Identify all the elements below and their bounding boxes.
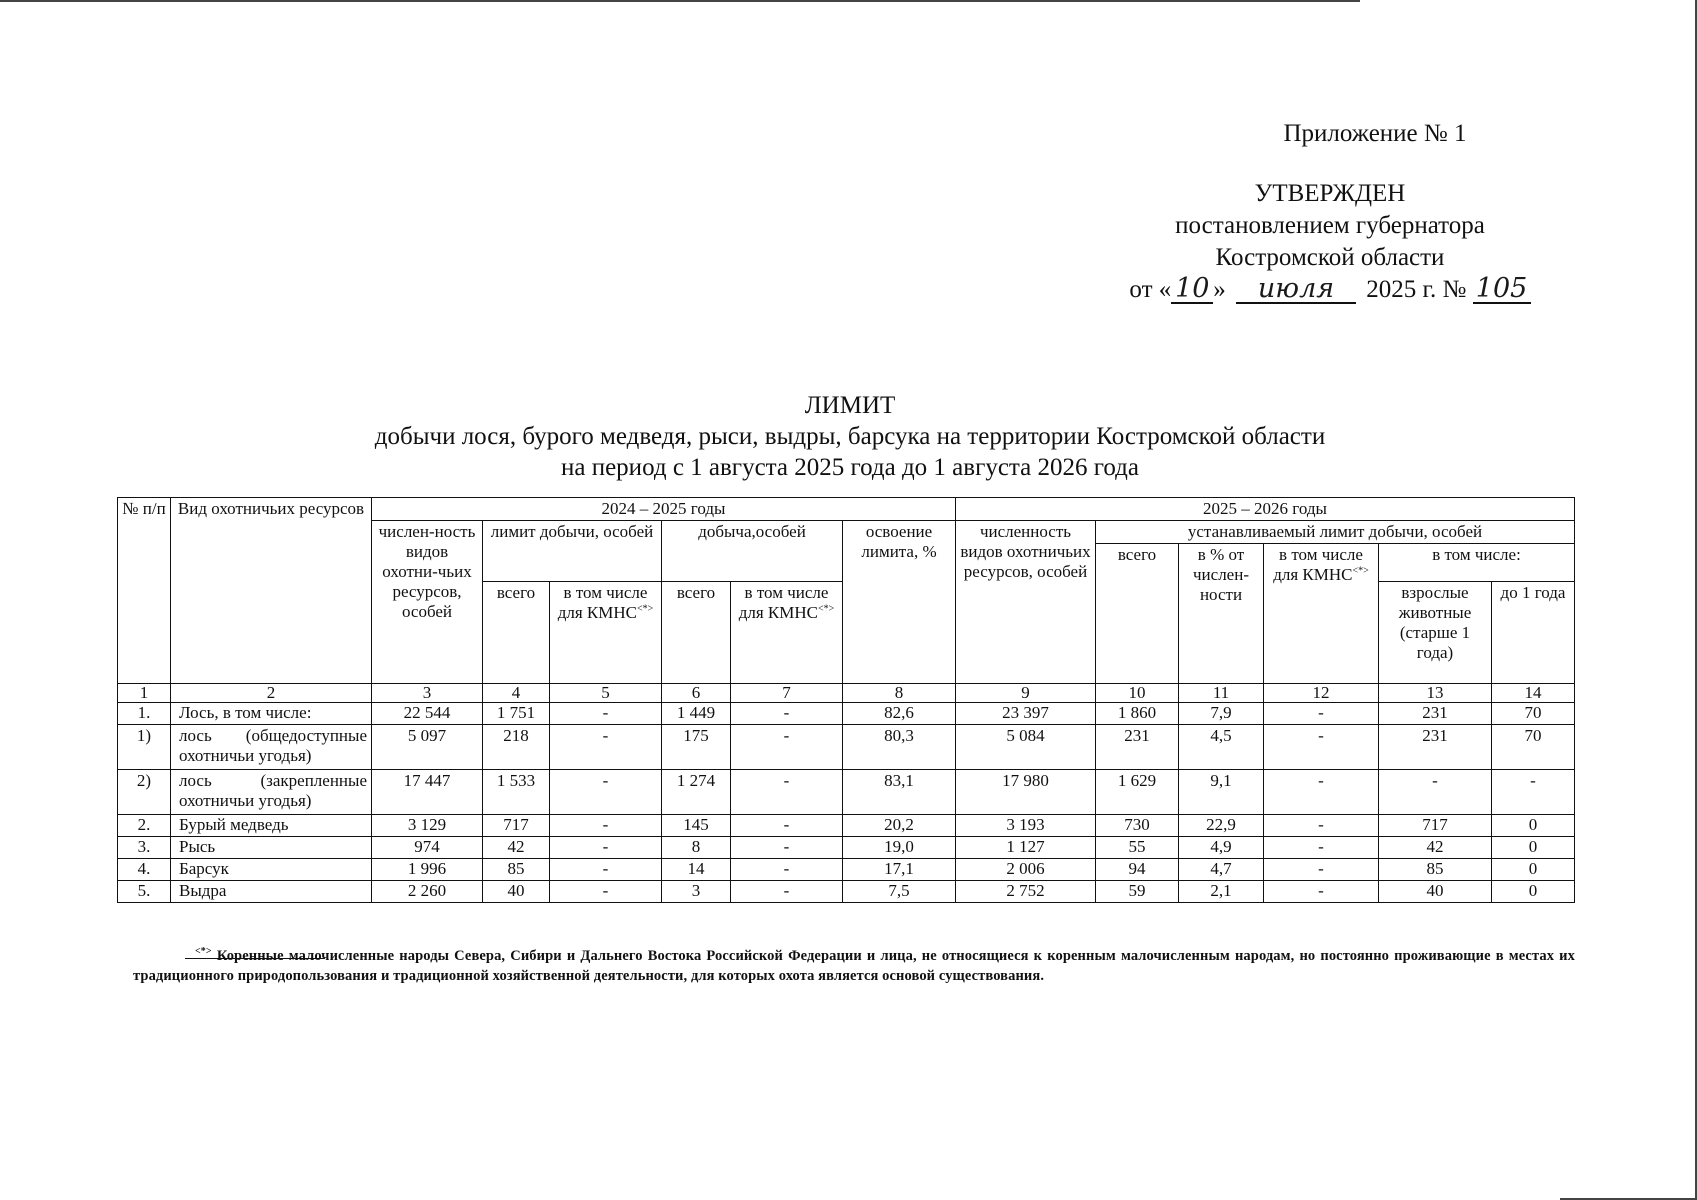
header-harvest-kmns bbox=[731, 582, 843, 684]
header-harvest-kmns-mark: <*> bbox=[818, 603, 835, 615]
row-value-col-13: 40 bbox=[1379, 881, 1492, 903]
table-body bbox=[118, 684, 1575, 903]
row-value-col-14: 70 bbox=[1492, 703, 1575, 725]
header-new-kmns-mark: <*> bbox=[1352, 565, 1369, 577]
row-value-col-8: 19,0 bbox=[843, 837, 956, 859]
row-value-col-3: 2 260 bbox=[372, 881, 483, 903]
row-value-col-12: - bbox=[1264, 859, 1379, 881]
row-species-name: Рысь bbox=[171, 837, 372, 859]
row-value-col-10: 94 bbox=[1096, 859, 1179, 881]
document-title bbox=[160, 390, 1540, 483]
column-number: 8 bbox=[843, 684, 956, 703]
header-species: Вид охотничьих ресурсов bbox=[171, 498, 372, 684]
row-value-col-13: 85 bbox=[1379, 859, 1492, 881]
footnote bbox=[133, 946, 1575, 986]
header-period-2025-2026: 2025 – 2026 годы bbox=[956, 498, 1575, 521]
handwritten-month: июля bbox=[1236, 276, 1356, 304]
row-value-col-6: 1 274 bbox=[662, 770, 731, 815]
row-value-col-7: - bbox=[731, 837, 843, 859]
row-value-col-3: 22 544 bbox=[372, 703, 483, 725]
header-limit-1: лимит добычи, особей bbox=[483, 521, 662, 582]
row-value-col-5: - bbox=[550, 837, 662, 859]
row-value-col-3: 3 129 bbox=[372, 815, 483, 837]
footnote-mark: <*> bbox=[195, 946, 212, 958]
header-limit-kmns-label: в том числе для КМНС bbox=[557, 583, 648, 622]
row-value-col-9: 2 752 bbox=[956, 881, 1096, 903]
row-value-col-14: 0 bbox=[1492, 881, 1575, 903]
column-number: 2 bbox=[171, 684, 372, 703]
row-number: 4. bbox=[118, 859, 171, 881]
row-value-col-10: 1 860 bbox=[1096, 703, 1179, 725]
row-value-col-4: 85 bbox=[483, 859, 550, 881]
row-value-col-5: - bbox=[550, 703, 662, 725]
row-value-col-13: 717 bbox=[1379, 815, 1492, 837]
row-value-col-8: 83,1 bbox=[843, 770, 956, 815]
row-value-col-12: - bbox=[1264, 770, 1379, 815]
row-value-col-5: - bbox=[550, 725, 662, 770]
column-number: 6 bbox=[662, 684, 731, 703]
row-value-col-9: 1 127 bbox=[956, 837, 1096, 859]
table-row bbox=[118, 770, 1575, 815]
header-new-total: всего bbox=[1096, 544, 1179, 684]
column-number: 12 bbox=[1264, 684, 1379, 703]
row-value-col-5: - bbox=[550, 815, 662, 837]
row-value-col-7: - bbox=[731, 725, 843, 770]
row-value-col-4: 40 bbox=[483, 881, 550, 903]
row-value-col-9: 3 193 bbox=[956, 815, 1096, 837]
row-number: 2) bbox=[118, 770, 171, 815]
row-value-col-5: - bbox=[550, 859, 662, 881]
row-value-col-12: - bbox=[1264, 837, 1379, 859]
row-value-col-8: 82,6 bbox=[843, 703, 956, 725]
row-value-col-11: 22,9 bbox=[1179, 815, 1264, 837]
approval-block bbox=[1080, 118, 1580, 306]
approval-date-line bbox=[1080, 274, 1580, 306]
scan-edge-top bbox=[0, 0, 1360, 2]
row-value-col-6: 8 bbox=[662, 837, 731, 859]
row-value-col-8: 80,3 bbox=[843, 725, 956, 770]
row-value-col-6: 145 bbox=[662, 815, 731, 837]
row-value-col-7: - bbox=[731, 881, 843, 903]
row-value-col-8: 7,5 bbox=[843, 881, 956, 903]
row-value-col-10: 231 bbox=[1096, 725, 1179, 770]
row-species-name: лось (общедоступные охотничьи угодья) bbox=[171, 725, 372, 770]
row-value-col-11: 4,5 bbox=[1179, 725, 1264, 770]
row-value-col-14: 0 bbox=[1492, 859, 1575, 881]
row-value-col-7: - bbox=[731, 770, 843, 815]
row-value-col-4: 218 bbox=[483, 725, 550, 770]
row-value-col-13: 42 bbox=[1379, 837, 1492, 859]
table-row bbox=[118, 837, 1575, 859]
row-value-col-6: 1 449 bbox=[662, 703, 731, 725]
row-value-col-3: 5 097 bbox=[372, 725, 483, 770]
date-prefix: от « bbox=[1129, 276, 1172, 303]
row-value-col-13: 231 bbox=[1379, 725, 1492, 770]
row-species-name: лось (закрепленные охотничьи угодья) bbox=[171, 770, 372, 815]
row-value-col-11: 4,7 bbox=[1179, 859, 1264, 881]
header-including: в том числе: bbox=[1379, 544, 1575, 582]
column-number: 14 bbox=[1492, 684, 1575, 703]
row-value-col-10: 730 bbox=[1096, 815, 1179, 837]
header-limit-kmns bbox=[550, 582, 662, 684]
row-value-col-9: 5 084 bbox=[956, 725, 1096, 770]
header-period-2024-2025: 2024 – 2025 годы bbox=[372, 498, 956, 521]
row-number: 3. bbox=[118, 837, 171, 859]
row-value-col-8: 20,2 bbox=[843, 815, 956, 837]
row-species-name: Выдра bbox=[171, 881, 372, 903]
limit-table bbox=[117, 497, 1575, 903]
row-value-col-10: 59 bbox=[1096, 881, 1179, 903]
row-value-col-14: - bbox=[1492, 770, 1575, 815]
header-young: до 1 года bbox=[1492, 582, 1575, 684]
row-value-col-8: 17,1 bbox=[843, 859, 956, 881]
table-row bbox=[118, 881, 1575, 903]
annex-label: Приложение № 1 bbox=[1283, 120, 1467, 147]
table-row bbox=[118, 815, 1575, 837]
column-number: 5 bbox=[550, 684, 662, 703]
table-row bbox=[118, 859, 1575, 881]
footnote-text: Коренные малочисленные народы Севера, Сибири и Дальнего Востока Российской Федерации и лица, не относящиеся к коренным малочисленным народам, но постоянно проживающие в местах их традиционного природопользования и традиционной хозяйственной деятельности, для которых охота является основой существования. bbox=[133, 948, 1575, 984]
approval-line-1: постановлением губернатора bbox=[1175, 212, 1485, 239]
column-number: 10 bbox=[1096, 684, 1179, 703]
row-value-col-9: 17 980 bbox=[956, 770, 1096, 815]
table-row bbox=[118, 703, 1575, 725]
row-value-col-9: 23 397 bbox=[956, 703, 1096, 725]
row-value-col-12: - bbox=[1264, 703, 1379, 725]
row-value-col-5: - bbox=[550, 881, 662, 903]
row-species-name: Барсук bbox=[171, 859, 372, 881]
row-value-col-7: - bbox=[731, 815, 843, 837]
row-value-col-9: 2 006 bbox=[956, 859, 1096, 881]
header-num: № п/п bbox=[118, 498, 171, 684]
row-value-col-3: 17 447 bbox=[372, 770, 483, 815]
column-number: 3 bbox=[372, 684, 483, 703]
header-population-2: численность видов охотничьих ресурсов, особей bbox=[956, 521, 1096, 684]
header-adults: взрослые животные (старше 1 года) bbox=[1379, 582, 1492, 684]
handwritten-day: 10 bbox=[1171, 276, 1213, 304]
row-value-col-10: 1 629 bbox=[1096, 770, 1179, 815]
column-number: 9 bbox=[956, 684, 1096, 703]
header-new-limit: устанавливаемый лимит добычи, особей bbox=[1096, 521, 1575, 544]
row-value-col-4: 1 751 bbox=[483, 703, 550, 725]
row-value-col-11: 9,1 bbox=[1179, 770, 1264, 815]
header-percent: в % от числен-ности bbox=[1179, 544, 1264, 684]
table-row bbox=[118, 725, 1575, 770]
title-subtitle-2: на период с 1 августа 2025 года до 1 августа 2026 года bbox=[560, 454, 1139, 481]
row-value-col-14: 0 bbox=[1492, 837, 1575, 859]
row-value-col-6: 175 bbox=[662, 725, 731, 770]
title-subtitle-1: добычи лося, бурого медведя, рыси, выдры, барсука на территории Костромской области bbox=[374, 423, 1326, 450]
row-value-col-14: 0 bbox=[1492, 815, 1575, 837]
row-number: 1) bbox=[118, 725, 171, 770]
header-harvest: добыча,особей bbox=[662, 521, 843, 582]
approved-label: УТВЕРЖДЕН bbox=[1254, 180, 1406, 207]
row-number: 5. bbox=[118, 881, 171, 903]
header-harvest-kmns-label: в том числе для КМНС bbox=[738, 583, 829, 622]
date-mid: » bbox=[1213, 276, 1226, 303]
header-limit-kmns-mark: <*> bbox=[637, 603, 654, 615]
row-value-col-4: 1 533 bbox=[483, 770, 550, 815]
row-value-col-6: 14 bbox=[662, 859, 731, 881]
header-population-1: числен-ность видов охотни-чьих ресурсов, особей bbox=[372, 521, 483, 684]
header-new-kmns bbox=[1264, 544, 1379, 684]
row-value-col-12: - bbox=[1264, 881, 1379, 903]
date-year: 2025 г. № bbox=[1366, 276, 1467, 303]
row-value-col-7: - bbox=[731, 859, 843, 881]
header-limit-total: всего bbox=[483, 582, 550, 684]
row-species-name: Лось, в том числе: bbox=[171, 703, 372, 725]
header-harvest-total: всего bbox=[662, 582, 731, 684]
row-value-col-12: - bbox=[1264, 725, 1379, 770]
row-number: 2. bbox=[118, 815, 171, 837]
handwritten-number: 105 bbox=[1473, 276, 1531, 304]
row-value-col-6: 3 bbox=[662, 881, 731, 903]
row-value-col-11: 2,1 bbox=[1179, 881, 1264, 903]
row-value-col-3: 974 bbox=[372, 837, 483, 859]
row-value-col-11: 7,9 bbox=[1179, 703, 1264, 725]
row-value-col-13: 231 bbox=[1379, 703, 1492, 725]
column-number: 7 bbox=[731, 684, 843, 703]
header-mastery: освоение лимита, % bbox=[843, 521, 956, 684]
row-value-col-13: - bbox=[1379, 770, 1492, 815]
row-value-col-14: 70 bbox=[1492, 725, 1575, 770]
column-number: 1 bbox=[118, 684, 171, 703]
row-value-col-7: - bbox=[731, 703, 843, 725]
row-value-col-11: 4,9 bbox=[1179, 837, 1264, 859]
column-number: 13 bbox=[1379, 684, 1492, 703]
row-value-col-10: 55 bbox=[1096, 837, 1179, 859]
row-value-col-5: - bbox=[550, 770, 662, 815]
row-value-col-3: 1 996 bbox=[372, 859, 483, 881]
approval-line-2: Костромской области bbox=[1215, 244, 1445, 271]
header-new-kmns-label: в том числе для КМНС bbox=[1273, 545, 1363, 584]
row-number: 1. bbox=[118, 703, 171, 725]
column-number: 4 bbox=[483, 684, 550, 703]
title-heading: ЛИМИТ bbox=[804, 392, 896, 419]
row-value-col-12: - bbox=[1264, 815, 1379, 837]
row-value-col-4: 717 bbox=[483, 815, 550, 837]
column-number: 11 bbox=[1179, 684, 1264, 703]
column-numbers-row bbox=[118, 684, 1575, 703]
row-value-col-4: 42 bbox=[483, 837, 550, 859]
row-species-name: Бурый медведь bbox=[171, 815, 372, 837]
